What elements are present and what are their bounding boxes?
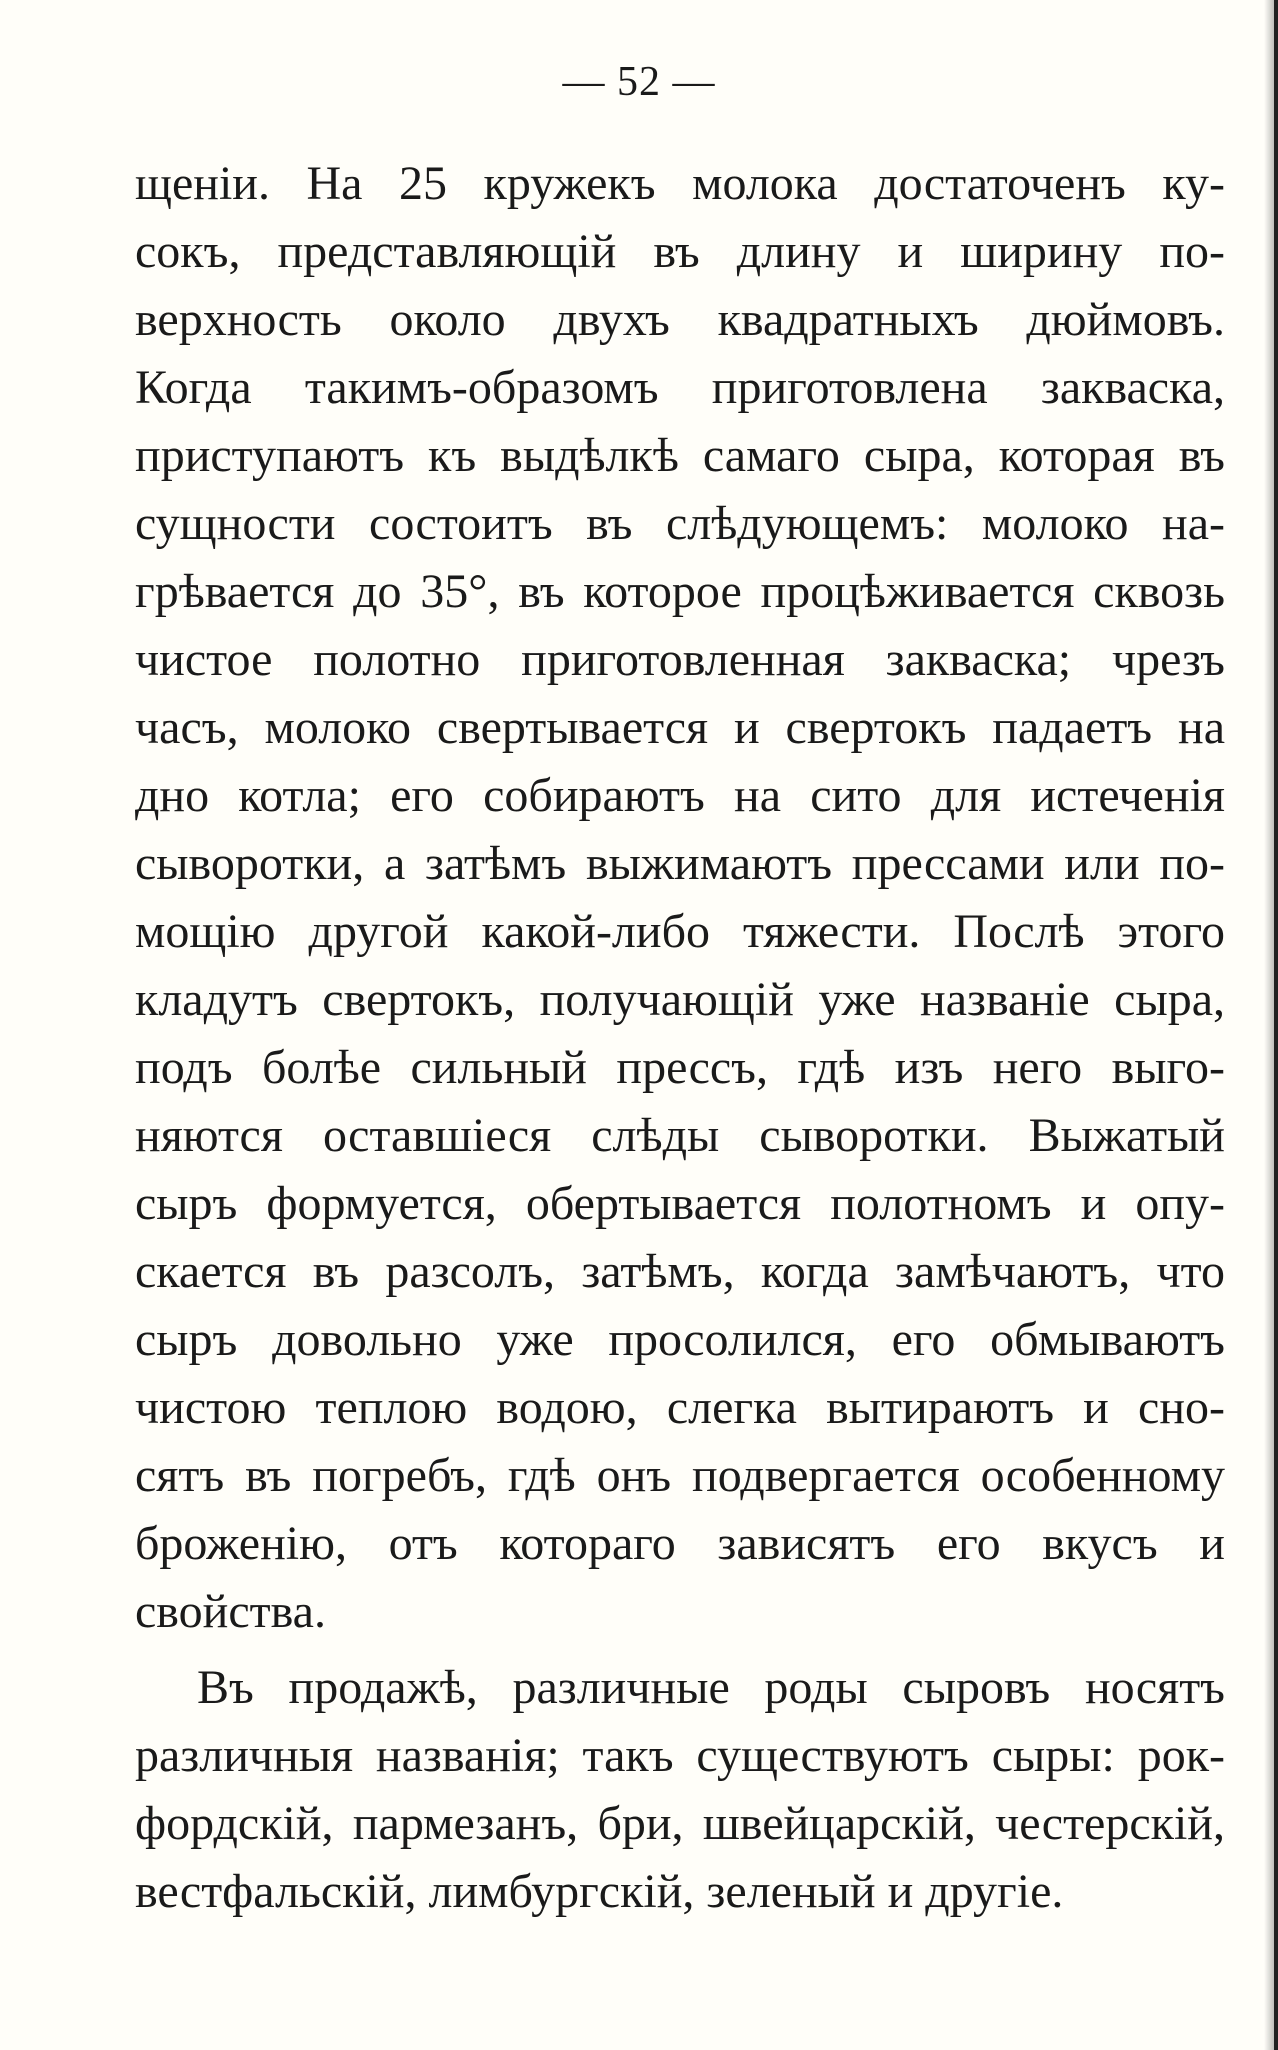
text-line: подъ болѣе сильный прессъ, гдѣ изъ него выго-: [135, 1041, 1225, 1094]
text-line: фордскій, пармезанъ, бри, швейцарскій, честерскій,: [135, 1797, 1225, 1850]
text-line: кладутъ свертокъ, получающій уже названіе сыра,: [135, 973, 1225, 1026]
text-line: сыръ довольно уже просолился, его обмываютъ: [135, 1313, 1225, 1366]
text-line: сущности состоитъ въ слѣдующемъ: молоко на-: [135, 497, 1225, 550]
text-line: грѣвается до 35°, въ которое процѣживается сквозь: [135, 565, 1225, 618]
text-line: сятъ въ погребъ, гдѣ онъ подвергается особенному: [135, 1449, 1225, 1502]
text-line: часъ, молоко свертывается и свертокъ падаетъ на: [135, 701, 1225, 754]
paragraph-1: [135, 150, 1225, 1646]
text-line: Когда такимъ-образомъ приготовлена закваска,: [135, 361, 1225, 414]
text-line: сыръ формуется, обертывается полотномъ и опу-: [135, 1177, 1225, 1230]
text-line: дно котла; его собираютъ на сито для истеченія: [135, 769, 1225, 822]
page-number: — 52 —: [562, 59, 716, 105]
text-line: Въ продажѣ, различные роды сыровъ носятъ: [197, 1661, 1225, 1714]
text-line: броженію, отъ котораго зависятъ его вкусъ и: [135, 1517, 1225, 1570]
text-line: сокъ, представляющій въ длину и ширину по-: [135, 225, 1225, 278]
text-line: различныя названія; такъ существуютъ сыры: рок-: [135, 1729, 1225, 1782]
text-line: скается въ разсолъ, затѣмъ, когда замѣчаютъ, что: [135, 1245, 1225, 1298]
paragraph-gap: [135, 1646, 1225, 1654]
body-text: [135, 150, 1225, 1926]
text-line: мощію другой какой-либо тяжести. Послѣ этого: [135, 905, 1225, 958]
text-line: чистое полотно приготовленная закваска; чрезъ: [135, 633, 1225, 686]
text-line: чистою теплою водою, слегка вытираютъ и сно-: [135, 1381, 1225, 1434]
page-edge: [1274, 0, 1278, 2050]
text-line: вестфальскій, лимбургскій, зеленый и другіе.: [135, 1865, 1064, 1918]
text-line: свойства.: [135, 1585, 326, 1638]
text-line: сыворотки, а затѣмъ выжимаютъ прессами или по-: [135, 837, 1225, 890]
text-line: приступаютъ къ выдѣлкѣ самаго сыра, которая въ: [135, 429, 1225, 482]
text-line: щеніи. На 25 кружекъ молока достаточенъ ку-: [135, 157, 1225, 210]
paragraph-2: [135, 1654, 1225, 1926]
text-line: верхность около двухъ квадратныхъ дюймовъ.: [135, 293, 1225, 346]
text-line: няются оставшіеся слѣды сыворотки. Выжатый: [135, 1109, 1225, 1162]
